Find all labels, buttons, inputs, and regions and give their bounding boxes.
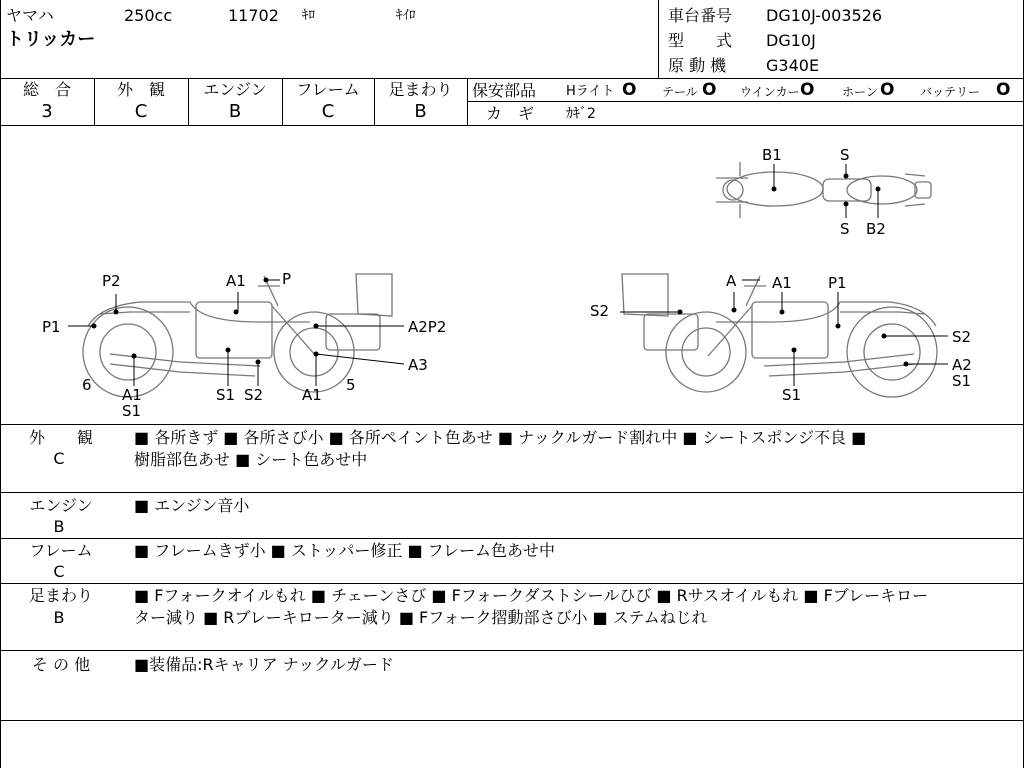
section-grade: C	[53, 449, 65, 468]
diagram-label: S	[840, 220, 850, 238]
taillight-ok-mark: O	[702, 80, 717, 100]
exterior-grade-label: 外 観	[116, 80, 165, 99]
engine-grade: B	[228, 101, 242, 122]
diagram-label: S1	[122, 402, 142, 420]
diagram-label: S2	[952, 328, 972, 346]
diagram-label: S2	[590, 302, 610, 320]
section-line: ■ 各所きず ■ 各所さび小 ■ 各所ペイント色あせ ■ ナックルガード割れ中 ■ シートスポンジ不良 ■	[134, 428, 867, 447]
diagram-label: A2	[952, 356, 972, 374]
mileage-unit: ｷﾛ	[302, 8, 315, 23]
diagram-label: A1	[226, 272, 246, 290]
diagram-label: S2	[244, 386, 264, 404]
diagram-label: S1	[216, 386, 236, 404]
key-label: カ ギ	[486, 104, 535, 123]
section-title: フレーム	[29, 541, 93, 560]
winker-label: ウインカー	[740, 85, 800, 99]
frame-no: DG10J-003526	[766, 6, 883, 25]
model-code-label: 型 式	[668, 31, 733, 50]
section-title: そ の 他	[31, 655, 91, 674]
frame-grade-label: フレーム	[296, 80, 360, 99]
safety-parts-label: 保安部品	[472, 81, 537, 100]
diagram-label: S1	[952, 372, 972, 390]
suspension-grade: B	[414, 101, 427, 122]
horn-ok-mark: O	[880, 80, 895, 100]
winker-ok-mark: O	[800, 80, 815, 100]
engine-grade-label: エンジン	[203, 80, 267, 99]
section-title: 足まわり	[28, 586, 93, 605]
diagram-label: S1	[782, 386, 802, 404]
taillight-label: テール	[662, 85, 698, 99]
engine-model: G340E	[766, 56, 820, 75]
section-line: ■装備品:Rキャリア ナックルガード	[134, 655, 394, 674]
diagram-label: A	[726, 272, 737, 290]
battery-ok-mark: O	[996, 80, 1011, 100]
key-value: ｶｷﾞ2	[566, 106, 596, 122]
diagram-label: A1	[122, 386, 142, 404]
section-line: ■ フレームきず小 ■ ストッパー修正 ■ フレーム色あせ中	[134, 541, 556, 560]
diagram-label: A3	[408, 356, 428, 374]
mileage-unit-alt: ｷｲﾛ	[396, 8, 416, 23]
section-title: エンジン	[29, 496, 93, 515]
model-name: トリッカー	[6, 29, 96, 50]
diagram-label: B1	[762, 146, 782, 164]
horn-label: ホーン	[842, 85, 878, 99]
section-title: 外 観	[28, 428, 93, 447]
diagram-label: S	[840, 146, 850, 164]
section-line: 樹脂部色あせ ■ シート色あせ中	[134, 450, 368, 469]
section-line: ■ Fフォークオイルもれ ■ チェーンさび ■ Fフォークダストシールひび ■ Rサスオイルもれ ■ Fブレーキロー	[134, 586, 929, 605]
exterior-grade: C	[134, 101, 148, 122]
section-line: ■ エンジン音小	[134, 496, 250, 515]
frame-grade: C	[321, 101, 335, 122]
top-view-bike-outline	[716, 162, 931, 218]
header-divider	[658, 0, 659, 78]
headlight-ok-mark: O	[622, 80, 637, 100]
diagram-label: A2P2	[408, 318, 447, 336]
section-grade: B	[53, 517, 65, 536]
suspension-grade-label: 足まわり	[388, 80, 453, 99]
diagram-label: P1	[828, 274, 847, 292]
model-code: DG10J	[766, 31, 816, 50]
diagram-label: P2	[102, 272, 121, 290]
mileage: 11702	[228, 6, 279, 25]
displacement: 250cc	[124, 6, 173, 25]
maker-name: ヤマハ	[6, 6, 54, 25]
frame-no-label: 車台番号	[668, 6, 733, 25]
section-line: ター減り ■ Rブレーキローター減り ■ Fフォーク摺動部さび小 ■ ステムねじれ	[134, 608, 708, 627]
diagram-label: 6	[82, 376, 92, 394]
section-grade: C	[53, 562, 65, 581]
damage-diagram	[0, 126, 1024, 424]
overall-grade-label: 総 合	[22, 80, 71, 99]
diagram-label: B2	[866, 220, 886, 238]
diagram-label: P1	[42, 318, 61, 336]
engine-label: 原 動 機	[668, 56, 727, 75]
overall-grade: 3	[41, 101, 53, 122]
headlight-label: Hライト	[566, 84, 615, 99]
section-grade: B	[53, 608, 65, 627]
diagram-label: 5	[346, 376, 356, 394]
battery-label: バッテリー	[920, 85, 981, 99]
diagram-label: A1	[772, 274, 792, 292]
diagram-label: A1	[302, 386, 322, 404]
diagram-label: P	[282, 270, 292, 288]
